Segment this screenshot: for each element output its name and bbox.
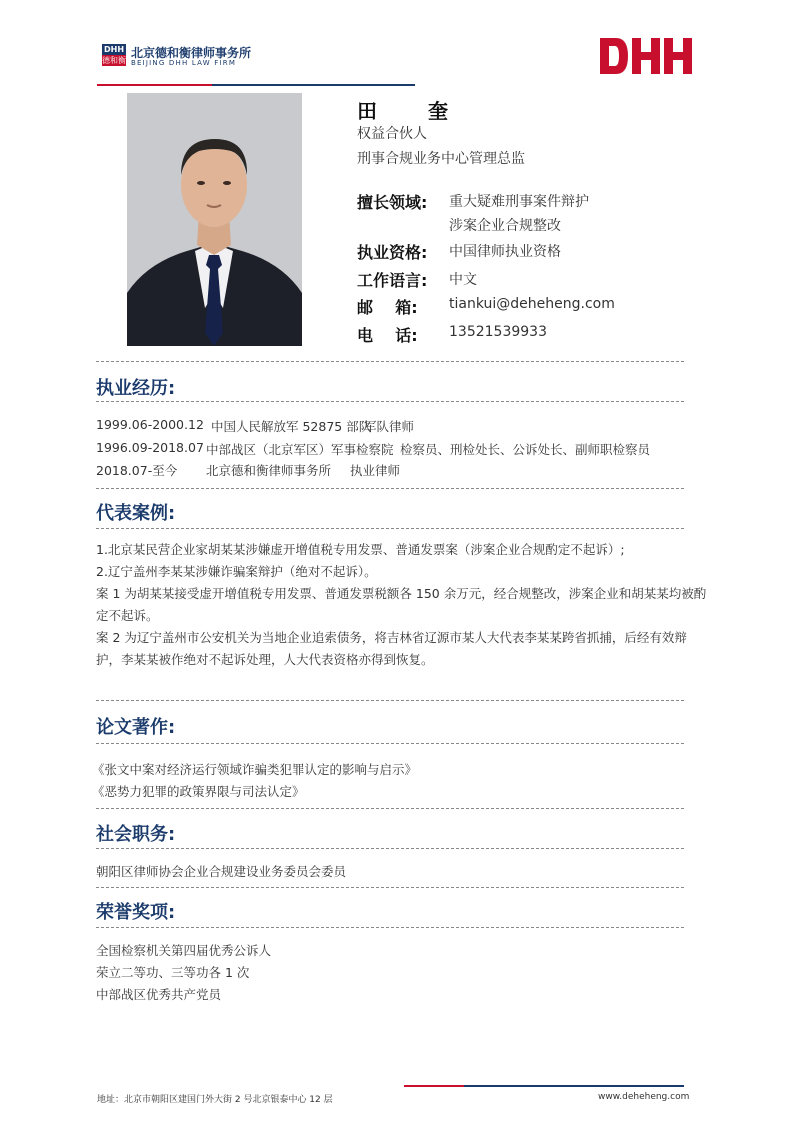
experience-period: 2018.07-至今 (96, 463, 178, 478)
case-detail: 案 2 为辽宁盖州市公安机关为当地企业追索债务，将吉林省辽源市某人大代表李某某跨省抓捕，后经有效辩护，李某某被作绝对不起诉处理，人大代表资格亦得到恢复。 (96, 630, 687, 667)
person-name: 田 奎 (357, 99, 470, 123)
social-item: 朝阳区律师协会企业合规建设业务委员会委员 (96, 864, 347, 879)
honor-item: 全国检察机关第四届优秀公诉人 (96, 943, 272, 958)
specialty-label: 擅长领域: (357, 193, 428, 212)
section-divider (96, 848, 684, 849)
header-rule-navy (212, 84, 415, 86)
case-detail: 案 1 为胡某某接受虚开增值税专用发票、普通发票税额各 150 余万元，经合规整改，涉案企业和胡某某均被酌定不起诉。 (96, 586, 707, 623)
footer-website[interactable]: www.deheheng.com (598, 1092, 690, 1102)
section-divider (96, 361, 684, 362)
section-divider (96, 887, 684, 888)
experience-title: 执业经历: (96, 378, 176, 399)
section-divider (96, 700, 684, 701)
portrait-photo (127, 93, 302, 346)
email-label: 邮 箱: (357, 298, 418, 317)
experience-org: 中国人民解放军 52875 部队 (211, 419, 372, 434)
qualification-label: 执业资格: (357, 243, 428, 262)
person-title-director: 刑事合规业务中心管理总监 (357, 151, 525, 167)
logo-letter-d (600, 38, 628, 74)
firm-name-cn: 北京德和衡律师事务所 (131, 46, 252, 60)
case-line: 2.辽宁盖州李某某涉嫌诈骗案辩护（绝对不起诉）。 (96, 564, 377, 579)
section-divider (96, 488, 684, 489)
person-title-partner: 权益合伙人 (357, 126, 427, 142)
section-divider (96, 927, 684, 928)
dhh-logo (596, 34, 696, 78)
email-value[interactable]: tiankui@deheheng.com (449, 296, 615, 312)
honors-title: 荣誉奖项: (96, 902, 176, 923)
experience-org: 中部战区（北京军区）军事检察院 (206, 442, 394, 457)
firm-logo-badge (102, 44, 126, 66)
experience-period: 1999.06-2000.12 (96, 417, 204, 432)
experience-period: 1996.09-2018.07 (96, 440, 204, 455)
paper-item: 《张文中案对经济运行领域诈骗类犯罪认定的影响与启示》 (92, 762, 418, 777)
logo-badge-bottom: 德和衡 (102, 56, 126, 65)
specialty-value-2: 涉案企业合规整改 (449, 218, 561, 234)
experience-role: 军队律师 (364, 419, 415, 434)
phone-value[interactable]: 13521539933 (449, 324, 547, 340)
language-value: 中文 (449, 272, 477, 288)
section-divider (96, 743, 684, 744)
papers-title: 论文著作: (96, 717, 176, 738)
section-divider (96, 401, 684, 402)
firm-name-en: BEIJING DHH LAW FIRM (131, 59, 237, 67)
footer-rule-red (404, 1085, 464, 1087)
case-line: 1.北京某民营企业家胡某某涉嫌虚开增值税专用发票、普通发票案（涉案企业合规酌定不起诉）; (96, 542, 625, 557)
logo-badge-top: DHH (103, 45, 125, 54)
phone-label: 电 话: (357, 326, 418, 345)
social-title: 社会职务: (96, 824, 176, 845)
experience-role: 执业律师 (350, 463, 401, 478)
cases-title: 代表案例: (96, 503, 176, 524)
experience-role: 检察员、刑检处长、公诉处长、副师职检察员 (400, 442, 651, 457)
section-divider (96, 808, 684, 809)
honor-item: 荣立二等功、三等功各 1 次 (96, 965, 250, 980)
experience-org: 北京德和衡律师事务所 (206, 463, 332, 478)
language-label: 工作语言: (357, 271, 428, 290)
logo-letter-h2 (664, 38, 692, 74)
section-divider (96, 528, 684, 529)
qualification-value: 中国律师执业资格 (449, 244, 561, 260)
logo-letter-h1 (632, 38, 660, 74)
specialty-value-1: 重大疑难刑事案件辩护 (449, 194, 589, 210)
honor-item: 中部战区优秀共产党员 (96, 987, 222, 1002)
paper-item: 《恶势力犯罪的政策界限与司法认定》 (92, 784, 305, 799)
footer-address: 地址：北京市朝阳区建国门外大街 2 号北京银泰中心 12 层 (97, 1095, 333, 1105)
